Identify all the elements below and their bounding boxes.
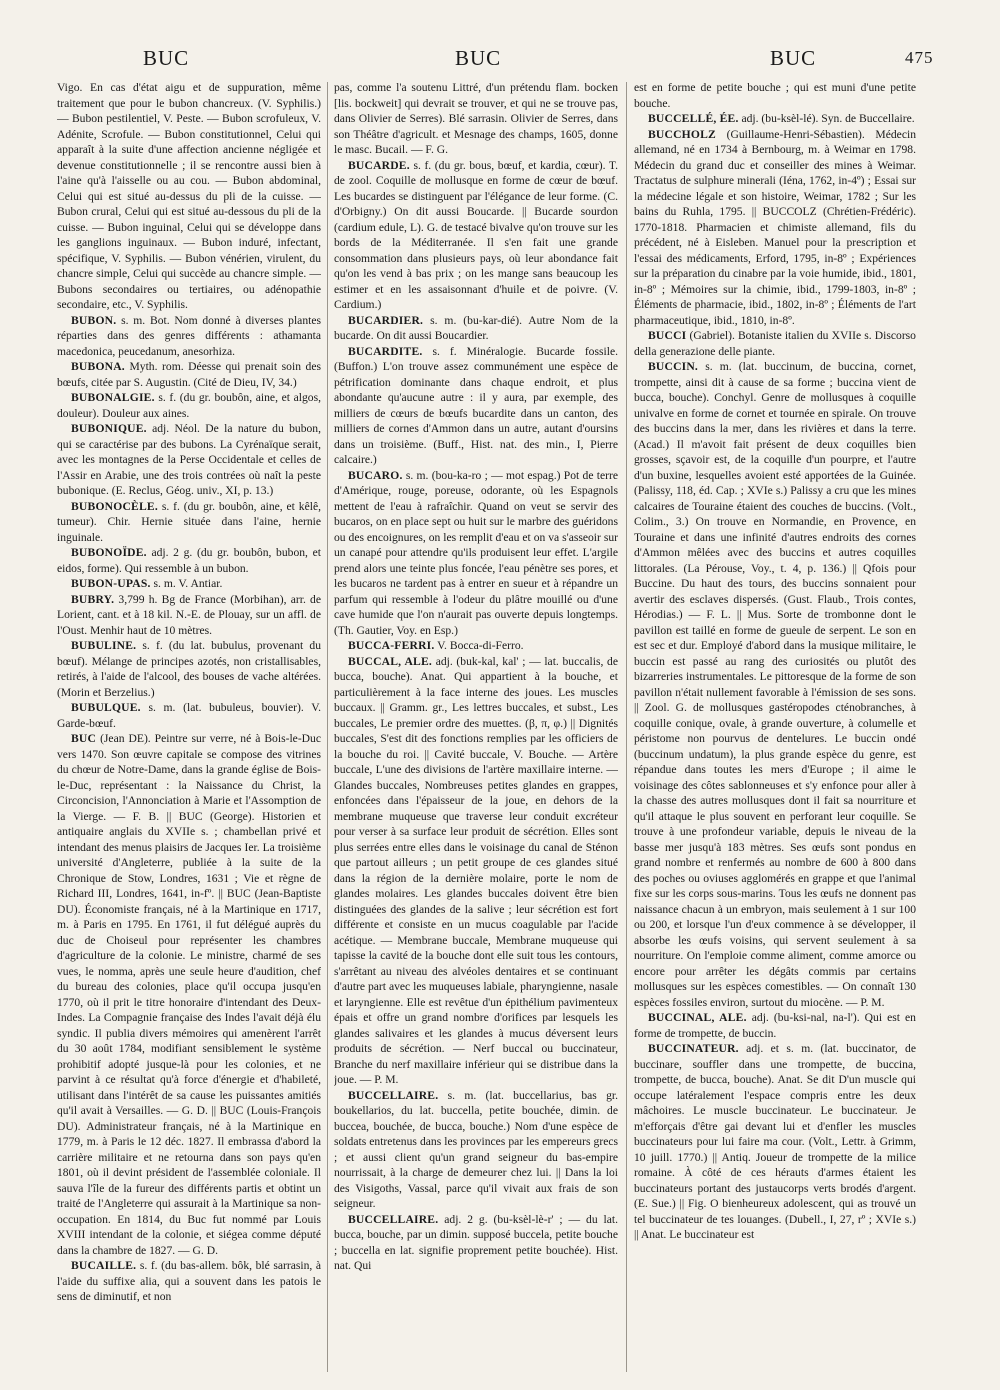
entry-text: (Jean DE). Peintre sur verre, né à Bois-le-Duc vers 1470. Son œuvre capitale se compose des vitrines du chœur de Notre-Dame, dans la grande église de Bois-le-Duc, représentant : la Naissance du Christ, la Circoncision, l'Annonciation à Marie et l'Assomption de la Vierge. — F. B. || BUC (George). Historien et antiquaire anglais du XVIIe s. ; chambellan privé et intendant des menus plaisirs de Jacques Ier. La troisième université d'Angleterre, publiée à la suite de la Chronique de Stow, Londres, 1631 ; Vie et règne de Richard III, Londres, 1641, in-fº. || BUC (Jean-Baptiste DU). Économiste français, né à la Martinique en 1717, m. à Paris en 1795. En 1761, il fut délégué auprès du duc de Choiseul pour représenter les chambres d'agriculture de la colonie. Le ministre, charmé de ses vues, le nomma, après une seule heure d'audition, chef du bureau des colonies, place qu'il occupa jusqu'en 1770, où il prit le titre honoraire d'intendant des Deux-Indes. La Compagnie française des Indes l'avait déjà élu syndic. Il publia divers mémoires qui amenèrent l'arrêt du 30 août 1784, modifiant sensiblement le système prohibitif adopté jusque-là pour les colonies, et ne parvint à ce résultat qu'à force d'énergie et d'habileté, utilisant dans l'intérêt de sa cause les puissantes amitiés qu'il avait à Versailles. — G. D. || BUC (Louis-François DU). Administrateur français, né à la Martinique en 1779, m. à Paris le 12 déc. 1827. Il embrassa d'abord la carrière militaire et ne retourna dans son pays qu'en 1801, où il devint président de l'assemblée coloniale. Il sauva l'île de la fureur des différents partis et obtint un traité de l'Angleterre qui assurait à la Martinique sa non-occupation. En 1814, du Buc fut nommé par Louis XVIII intendant de la colonie, et siégea comme député dans la chambre de 1827. — G. D. (57, 732, 321, 1257)
dictionary-entry (334, 80, 618, 158)
dictionary-entry (334, 638, 618, 654)
entry-text: Myth. rom. Déesse qui prenait soin des bœufs, citée par S. Augustin. (Cité de Dieu, IV, 34.) (57, 360, 321, 389)
dictionary-entry (634, 111, 916, 127)
dictionary-entry (57, 545, 321, 576)
dictionary-entry (57, 421, 321, 499)
entry-text: s. m. (lat. bubuleus, bouvier). V. Garde-bœuf. (57, 701, 321, 730)
entry-headword: BUCARDIER. (348, 313, 424, 327)
entry-text: (Gabriel). Botaniste italien du XVIIe s. Discorso della generazione delle piante. (634, 329, 916, 358)
entry-headword: BUBULINE. (71, 639, 137, 652)
dictionary-entry (334, 654, 618, 1088)
dictionary-entry (57, 390, 321, 421)
entry-headword: BUCCINAL, ALE. (648, 1011, 747, 1024)
dictionary-entry (334, 344, 618, 468)
dictionary-entry (634, 1010, 916, 1041)
dictionary-entry (57, 1258, 321, 1305)
entry-headword: BUCCINATEUR. (648, 1042, 739, 1055)
dictionary-entry (57, 313, 321, 360)
entry-text: s. f. (du lat. bubulus, provenant du bœuf). Mélange de principes azotés, non cristallisables, retirés, à l'aide de l'alcool, des bouses de vache altérées. (Morin et Berzelius.) (57, 639, 321, 699)
dictionary-entry (634, 127, 916, 329)
entry-text: adj. (buk-kal, kal' ; — lat. buccalis, de bucca, bouche). Anat. Qui appartient à la bouche, et particulièrement à la face interne des joues. Les muscles buccaux. || Gramm. gr., Les lettres buccales, et subst., Les buccales, Le premier ordre des muettes. (β, π, φ.) || Dignités buccales, S'est dit des fonctions remplies par les officiers de la bouche du roi. || Cavité buccale, V. Bouche. — Artère buccale, L'une des divisions de l'artère maxillaire interne. — Glandes buccales, Nombreuses petites glandes en grappes, enfoncées dans l'épaisseur de la joue, en dehors de la membrane muqueuse que traverse leur conduit excréteur pour verser à sa surface leur produit de sécrétion. Elles sont plus serrées entre elles dans le voisinage du canal de Sténon que partout ailleurs ; un petit groupe de ces glandes situé dans la région de la dernière molaire, porte le nom de glandes molaires. Les glandes buccales doivent être bien distinguées des glandes de la salive ; leur sécrétion est fort différente et consiste en un mucus coagulable par l'acide acétique. — Membrane buccale, Membrane muqueuse qui tapisse la cavité de la bouche dont elle suit tous les contours, s'arrêtant au niveau des alvéoles dentaires et se continuant d'autre part avec les muqueuses labiale, pharyngienne, nasale et laryngienne. Elle est revêtue d'un épithélium pavimenteux épais et offre un grand nombre d'orifices par lesquels les glandes salivaires et les glandes à mucus déversent leurs produits de sécrétion. — Nerf buccal ou buccinateur, Branche du nerf maxillaire inférieur qui se distribue dans la joue. — P. M. (334, 654, 618, 1086)
dictionary-entry (57, 576, 321, 592)
entry-text: s. m. Bot. Nom donné à diverses plantes réparties dans des genres différents : athamanta macedonica, peucedanum, anesorhiza. (57, 313, 321, 358)
entry-headword: BUCCI (648, 329, 687, 342)
entry-text: est en forme de petite bouche ; qui est muni d'une petite bouche. (634, 81, 916, 110)
entry-text: s. m. (bu-kar-dié). Autre Nom de la bucarde. On dit aussi Boucardier. (334, 313, 618, 342)
entry-headword: BUCARDE. (348, 158, 410, 172)
column-2 (334, 80, 618, 1380)
column-3 (634, 80, 916, 1380)
dictionary-entry (57, 700, 321, 731)
entry-headword: BUCARDITE. (348, 344, 423, 358)
entry-headword: BUC (71, 732, 97, 745)
entry-headword: BUBON-UPAS. (71, 577, 151, 590)
dictionary-entry (334, 158, 618, 313)
entry-headword: BUCCA-FERRI. (348, 639, 435, 652)
entry-headword: BUCCHOLZ (648, 127, 716, 141)
dictionary-entry (57, 359, 321, 390)
entry-text: s. f. (du gr. boubôn, aine, et algos, douleur). Douleur aux aines. (57, 391, 321, 420)
entry-text: 3,799 h. Bg de France (Morbihan), arr. de Lorient, cant. et à 18 kil. N.-E. de Plouay, sur un affl. de l'Oust. Menhir haut de 10 mètres. (57, 592, 321, 637)
entry-headword: BUCARO. (348, 468, 403, 482)
dictionary-entry (634, 328, 916, 359)
dictionary-entry (334, 1212, 618, 1274)
entry-text: s. m. V. Antiar. (153, 577, 223, 590)
entry-text: (Guillaume-Henri-Sébastien). Médecin allemand, né en 1734 à Bernbourg, m. à Weimar en 1798. Médecin du grand duc et conseiller des mines à Weimar. Tractatus de sulphure minerali (Iéna, 1762, in-4º) ; Essai sur la médecine légale et son histoire, Weimar, 1782 ; Sur les bains du Ruhla, 1795. || BUCCOLZ (Chrétien-Frédéric). 1770-1818. Pharmacien et chimiste allemand, fils du précédent, né à Eisleben. Manuel pour la prescription et l'essai des médicaments, Erford, 1795, in-8º ; Expériences sur la préparation du cinabre par la voie humide, ibid., 1801, in-8º ; Mémoires sur la chimie, ibid., 1799-1803, in-8º ; Éléments de pharmacie, ibid., 1802, in-8º ; Éléments de l'art pharmaceutique, ibid., 1810, in-8º. (634, 127, 916, 327)
entry-text: s. m. (bou-ka-ro ; — mot espag.) Pot de terre d'Amérique, rouge, poreuse, odorante, où les Espagnols mettent de l'eau à rafraîchir. Quand on veut se servir des bucaros, on en place sept ou huit sur le marbre des guéridons ou des encoignures, on les remplit d'eau et on va s'asseoir sur un canapé pour attendre qu'ils produisent leur effet. L'argile prend alors une teinte plus foncée, l'eau pénètre ses pores, et les bucaros ne tardent pas à entrer en sueur et à répandre un parfum qui ressemble à l'odeur du plâtre mouillé ou d'une cave humide que l'on n'aurait pas ouverte depuis longtemps. (Th. Gautier, Voy. en Esp.) (334, 468, 618, 637)
entry-headword: BUCCIN. (648, 360, 699, 373)
dictionary-entry (634, 80, 916, 111)
running-header (0, 46, 1000, 76)
entry-text: s. f. (du gr. bous, bœuf, et kardia, cœur). T. de zool. Coquille de mollusque en forme de cœur de bœuf. Les bucardes se distinguent par l'élégance de leur forme. (C. d'Orbigny.) On dit aussi Boucarde. || Bucarde sourdon (cardium edule, L). G. de testacé bivalve qu'on trouve sur les bords de la Méditerranée. Il s'en fait une grande consommation dans plusieurs pays, où leur abondance fait qu'on les vend à bas prix ; on les mange sans beaucoup les estimer et en les assaisonnant d'huile et de poivre. (V. Cardium.) (334, 158, 618, 311)
entry-text: adj. et s. m. (lat. buccinator, de buccinare, souffler dans une trompette, de buccina, trompette, de bucca, bouche). Anat. Se dit D'un muscle qui occupe latéralement l'espace compris entre les deux mâchoires. Le muscle buccinateur. Le buccinateur. Je m'efforçais d'être gai devant lui et d'enfler les muscles buccinateurs pour lui faire ma cour. (Volt., Lettr. à Grimm, 10 juill. 1770.) || Antiq. Joueur de trompette de la milice romaine. À côté de ces hérauts d'armes étaient les buccinateurs portant des justaucorps verts brodés d'argent. (E. Sue.) || Fig. O bienheureux adolescent, qui as trouvé un tel buccinateur de tes louanges. (Dubell., I, 27, rº ; XVIe s.) || Anat. Le buccinateur est (634, 1042, 916, 1241)
column-1 (57, 80, 321, 1380)
entry-text: adj. 2 g. (du gr. boubôn, bubon, et eidos, forme). Qui ressemble à un bubon. (57, 546, 321, 575)
entry-headword: BUBONOCÈLE. (71, 499, 158, 513)
dictionary-entry (634, 359, 916, 1010)
entry-headword: BUBULQUE. (71, 701, 141, 714)
column-divider-2 (626, 82, 627, 1372)
entry-text: Vigo. En cas d'état aigu et de suppuration, même traitement que pour le bubon chancreux. (V. Syphilis.) — Bubon pestilentiel, V. Peste. — Bubon scrofuleux, V. Adénite, Scrofule. — Bubon constitutionnel, Celui qui apparaît à la suite d'une affection ancienne négligée et devenue constitutionnelle ; il se rencontre aussi bien à l'aine qu'à l'aisselle ou au cou. — Bubon abdominal, Celui qui est situé au-dessus du pli de la cuisse. — Bubon crural, Celui qui est situé au-dessous du pli de la cuisse. — Bubon inguinal, Celui qui se développe dans les ganglions inguinaux. — Bubon induré, infectant, spécifique, V. Syphilis. — Bubon vénérien, virulent, du chancre simple, Celui qui succède au chancre simple. — Bubons secondaires ou tertiaires, ou adénopathie secondaire, etc., V. Syphilis. (57, 81, 321, 311)
entry-headword: BUBONIQUE. (71, 422, 147, 435)
column-divider-1 (327, 82, 328, 1372)
entry-text: s. f. (du bas-allem. bôk, blé sarrasin, à l'aide du suffixe alia, qui a souvent dans les patois le sens de diminutif, et non (57, 1259, 321, 1303)
dictionary-entry (334, 468, 618, 639)
entry-text: adj. (bu-ksèl-lé). Syn. de Buccellaire. (741, 112, 915, 125)
page-number: 475 (905, 48, 934, 67)
entry-text: s. f. (du gr. boubôn, aine, et kêlê, tumeur). Chir. Hernie située dans l'aine, hernie inguinale. (57, 499, 321, 544)
entry-headword: BUBONA. (71, 360, 125, 373)
entry-text: adj. (bu-ksi-nal, na-l'). Qui est en forme de trompette, de buccin. (634, 1011, 916, 1040)
header-left-word: BUC (143, 46, 190, 70)
entry-text: s. m. (lat. buccellarius, bas gr. boukellarios, du lat. buccella, petite bouchée, dimin. de buccea, bouchée, de bucca, bouche.) Nom d'une espèce de soldats entretenus dans les provinces par les empereurs grecs ; et aussi client qu'un grand seigneur du bas-empire nourrissait, à la charge de demeurer chez lui. || Dans la loi des Visigoths, Vassal, parce qu'il vivait aux frais de son seigneur. (334, 1088, 618, 1210)
dictionary-entry (334, 1088, 618, 1212)
dictionary-entry (634, 1041, 916, 1243)
entry-headword: BUBONOÏDE. (71, 546, 147, 559)
dictionary-entry (57, 731, 321, 1258)
entry-headword: BUCCELLÉ, ÉE. (648, 112, 739, 125)
entry-headword: BUCCELLAIRE. (348, 1088, 439, 1102)
dictionary-entry (334, 313, 618, 344)
dictionary-entry (57, 80, 321, 313)
entry-headword: BUCCELLAIRE. (348, 1212, 439, 1226)
entry-text: adj. Néol. De la nature du bubon, qui se caractérise par des bubons. La Cyrénaïque serait, avec les montagnes de la Perse Occidentale et celles de l'Assir en Arabie, une des trois contrées où naît la peste bubonique. (E. Reclus, Géog. univ., XI, p. 13.) (57, 422, 321, 497)
dictionary-entry (57, 499, 321, 546)
entry-headword: BUBONALGIE. (71, 391, 155, 404)
entry-text: pas, comme l'a soutenu Littré, d'un prétendu flam. bocken [lis. bockweit] qui devrait se trouver, et qui ne se trouve pas, dans Olivier de Serres). Blé sarrasin. Olivier de Serres, dans son Théâtre d'agricult. et Mesnage des champs, 1605, donne le masc. Bucail. — F. G. (334, 81, 618, 156)
entry-text: V. Bocca-di-Ferro. (437, 639, 524, 652)
entry-text: s. f. Minéralogie. Bucarde fossile. (Buffon.) L'on trouve assez communément une espèce de pétrification dominante dans chaque endroit, et plus abondante qu'aucune autre : il y aura, par exemple, des milliers de cœurs de bœufs bucardite dans un canton, des milliers de cornes d'Ammon dans un autre, autant d'oursins dans un troisième. (Buff., Hist. nat. des min., I, Pierre calcaire.) (334, 344, 618, 466)
header-center-word: BUC (455, 46, 502, 70)
entry-text: adj. 2 g. (bu-ksèl-lè-r' ; — du lat. bucca, bouche, par un dimin. supposé buccela, petite bouche ; buccella en lat. signifie proprement petite bouchée). Hist. nat. Qui (334, 1212, 618, 1272)
entry-headword: BUCAILLE. (71, 1259, 137, 1272)
dictionary-entry (57, 592, 321, 639)
entry-headword: BUBRY. (71, 592, 115, 606)
entry-headword: BUCCAL, ALE. (348, 654, 433, 668)
entry-headword: BUBON. (71, 313, 117, 327)
dictionary-entry (57, 638, 321, 700)
header-right-word: BUC (770, 46, 817, 70)
entry-text: s. m. (lat. buccinum, de buccina, cornet, trompette, ainsi dit à cause de sa forme ; buccina vient de bucca, bouche). Conchyl. Genre de mollusques à coquille univalve en forme de cornet et tournée en spirale. On trouve des buccins dans la mer, dans les rivières et dans la terre. (Acad.) Il m'avoit fait présent de deux coquilles bien grosses, sçavoir est, de la coquille d'un pourpre, et l'autre d'un buxine, lesquelles avoient esté apportées de la Guinée. (Palissy, 118, éd. Cap. ; XVIe s.) Palissy a cru que les mines calcaires de Touraine étaient des couches de buccins. (Volt., Colim., 3.) On trouve en Normandie, en Provence, en Touraine et dans une infinité d'autres endroits des cornes d'Ammon mêlées avec des buccins et autres coquilles littorales. (La Pérouse, Voy., t. 4, p. 136.) || Qfois pour Buccine. Du haut des tours, des buccins sonnaient pour avertir des esclaves dispersés. (Gust. Flaub., Trois contes, Hérodias.) — F. L. || Mus. Sorte de trombonne dont le pavillon est taillé en forme de gueule de serpent. Le son en est sec et dur. Employé d'abord dans la musique militaire, le buccin est passé au rang des curiosités ou plutôt des bizarreries instrumentales. Le pittoresque de la forme de son pavillon n'était nullement favorable à l'émission de ses sons. || Zool. G. de mollusques gastéropodes cténobranches, à coquille conique, ovale, à grande ouverture, à columelle et péristome non pourvus de dentelures. Le buccin ondé (buccinum undatum), la plus grande espèce du genre, est répandue dans toutes les mers d'Europe ; il aime le voisinage des côtes sablonneuses et s'y enfonce pour aller à la chasse des autres mollusques dont il fait sa nourriture et qu'il attaque le plus souvent en perforant leur coquille. Se trouve à une profondeur variable, depuis le niveau de la basse mer jusqu'à 183 mètres. Ses œufs sont pondus en grand nombre et renfermés au nombre de 600 à 800 dans des poches ou oviuses agglomérés en grappe et que l'animal fixe sur les corps sous-marins. Tous les œufs ne donnent pas naissance chacun à un embryon, mais seulement à 1 sur 100 ou 200, et lorsque l'un d'eux commence à se développer, il absorbe les œufs voisins, qui servent seulement à sa nourriture. On l'emploie comme aliment, comme amorce ou encore pour arrêter les dégâts commis par certains mollusques sur les espèces comestibles. — On connaît 130 espèces fossiles environ, surtout du miocène. — P. M. (634, 360, 916, 1009)
